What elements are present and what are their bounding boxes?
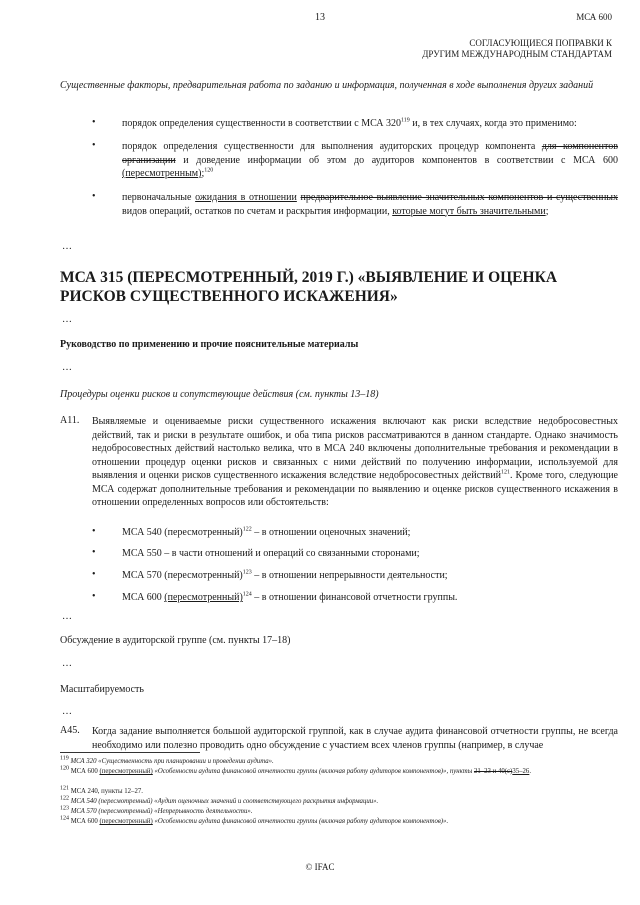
bullet-icon: •: [92, 526, 96, 537]
footnote-121: [60, 787, 620, 797]
procedures-heading: Процедуры оценки рисков и сопутствующие действия (см. пункты 13–18): [60, 389, 379, 400]
list-item-600: [122, 591, 618, 605]
ellipsis: …: [62, 706, 72, 717]
bullet-icon: •: [92, 569, 96, 580]
footnote-124: [60, 817, 620, 827]
ellipsis: …: [62, 314, 72, 325]
intro-text: Существенные факторы, предварительная работа по заданию и информация, полученная в ходе выполнения других заданий: [60, 80, 594, 91]
bullet-3: [122, 191, 618, 218]
scalability-heading: Масштабируемость: [60, 684, 144, 695]
bullet-icon: •: [92, 547, 96, 558]
list-item-540-text: МСА 540 (пересмотренный): [122, 527, 243, 538]
page-number: 13: [315, 12, 325, 23]
footnote-number: 124: [60, 815, 69, 822]
list-item-550: [122, 547, 618, 561]
guidance-heading: Руководство по применению и прочие пояснительные материалы: [60, 339, 359, 350]
section-heading: МСА 315 (ПЕРЕСМОТРЕННЫЙ, 2019 Г.) «ВЫЯВЛЕНИЕ И ОЦЕНКА РИСКОВ СУЩЕСТВЕННОГО ИСКАЖЕНИЯ»: [60, 269, 558, 305]
bullet-2-text-b: и доведение информации об этом до аудиторов компонентов в соответствии с МСА 600: [175, 154, 618, 166]
bullet-icon: •: [92, 191, 96, 202]
footnote-text: МСА 540 (пересмотренный) «Аудит оценочных значений и соответствующего раскрытия информации».: [70, 798, 379, 805]
list-item-600-tail: – в отношении финансовой отчетности группы.: [251, 592, 458, 603]
paragraph-label-a45: A45.: [60, 725, 80, 736]
footnote-number: 123: [60, 805, 69, 812]
footnote-divider: [60, 752, 200, 753]
bullet-3-text-a: первоначальные: [122, 192, 196, 203]
footnote-122: [60, 797, 620, 807]
paragraph-a11: [92, 415, 618, 510]
list-item-600-inserted: (пересмотренный): [164, 592, 243, 603]
footnote-inserted: (пересмотренный): [99, 768, 153, 775]
paragraph-label-a11: A11.: [60, 415, 80, 426]
footnote-inserted: (пересмотренный): [99, 818, 153, 825]
list-item-550-text: МСА 550 – в части отношений и операций со связанными сторонами;: [122, 548, 420, 559]
footnote-text: МСА 600: [70, 818, 100, 825]
ellipsis: …: [62, 611, 72, 622]
bullet-icon: •: [92, 117, 96, 128]
bullet-1-text-b: и, в тех случаях, когда это применимо:: [409, 118, 577, 129]
bullet-1: [122, 117, 618, 131]
list-item-570: [122, 569, 618, 583]
bullet-2-inserted-text: (пересмотренным): [122, 168, 202, 179]
footnote-ref-123: 123: [242, 569, 252, 576]
list-item-540: [122, 526, 618, 540]
footnote-number: 120: [60, 765, 69, 772]
bullet-icon: •: [92, 591, 96, 602]
footnote-text: МСА 320 «Существенность при планировании и проведении аудита».: [70, 758, 274, 765]
bullet-3-deleted-text: предварительное выявление значительных компонентов и существенных: [300, 192, 619, 203]
paragraph-a11-text-1: Выявляемые и оцениваемые риски существенного искажения включают как риски вследствие недобросовестных действий, так и риски в результате ошибок, и оба типа рисков рассматриваются в данном стандарте. Однако значимость недобросовестных действий настолько велика, что в МСА 240 включены дополнительные требования и рекомендации в отношении процедур оценки рисков и связанных с ними действий по получению информации, используемой для выявления и оценки рисков существенного искажения вследствие недобросовестных действий: [92, 416, 618, 481]
footnote-text: МСА 240, пункты 12–27.: [70, 788, 143, 795]
bullet-2-deleted-text: для компонентов организации: [122, 141, 618, 166]
bullet-3-inserted-text: ожидания в отношении: [195, 192, 297, 203]
ellipsis: …: [62, 362, 72, 373]
footnote-ref-122: 122: [242, 526, 252, 533]
bullet-2-text-c: ;: [201, 168, 205, 179]
footnote-119: [60, 757, 620, 767]
footnote-deleted: 21–23 и 40(c): [473, 768, 513, 775]
bullet-3-text-c: видов операций, остатков по счетам и раскрытия информации,: [122, 205, 393, 217]
footnote-text-b: «Особенности аудита финансовой отчетности группы (включая работу аудиторов компонентов)».: [152, 818, 449, 825]
footnote-ref-119: 119: [400, 117, 410, 124]
footnote-text-b: «Особенности аудита финансовой отчетности группы (включая работу аудиторов компонентов)», пункты: [152, 768, 474, 775]
footnote-inserted-2: 35–26: [512, 768, 530, 775]
discussion-heading: Обсуждение в аудиторской группе (см. пункты 17–18): [60, 635, 291, 646]
footnote-ref-120: 120: [204, 167, 214, 174]
ellipsis: …: [62, 658, 72, 669]
ellipsis: …: [62, 241, 72, 252]
bullet-2-text-a: порядок определения существенности для выполнения аудиторских процедур компонента: [122, 141, 542, 152]
list-item-600-text: МСА 600: [122, 592, 165, 603]
paragraph-a11-text-2: . Кроме того, следующие МСА содержат дополнительные требования и рекомендации по выявлению и оценке рисков существенного искажения в отношении определенных вопросов или обстоятельств:: [92, 470, 618, 508]
bullet-2: [122, 140, 618, 181]
list-item-570-text: МСА 570 (пересмотренный): [122, 570, 243, 581]
bullet-1-text-a: порядок определения существенности в соответствии с МСА 320: [122, 118, 401, 129]
footnote-number: 121: [60, 785, 69, 792]
footnote-ref-121: 121: [500, 469, 510, 476]
footnote-ref-124: 124: [242, 591, 252, 598]
footnote-number: 122: [60, 795, 69, 802]
footnote-number: 119: [60, 755, 69, 762]
list-item-540-tail: – в отношении оценочных значений;: [251, 527, 411, 538]
footnote-text-c: .: [529, 768, 532, 775]
paragraph-a45: Когда задание выполняется большой аудиторской группой, как в случае аудита финансовой отчетности группы, не всегда необходимо или полезно проводить одно обсуждение с участием всех членов группы (например, в случае: [92, 726, 618, 751]
footnote-120: [60, 767, 620, 777]
footer-copyright: © IFAC: [305, 862, 335, 872]
footnote-text: МСА 570 (пересмотренный) «Непрерывность деятельности».: [70, 808, 253, 815]
bullet-icon: •: [92, 140, 96, 151]
bullet-3-inserted-text-2: которые могут быть значительными: [392, 205, 546, 217]
header-line2: ДРУГИМ МЕЖДУНАРОДНЫМ СТАНДАРТАМ: [422, 49, 612, 59]
list-item-570-tail: – в отношении непрерывности деятельности;: [251, 570, 448, 581]
footnote-text: МСА 600: [70, 768, 100, 775]
footnote-123: [60, 807, 620, 817]
header-line1: СОГЛАСУЮЩИЕСЯ ПОПРАВКИ К: [469, 38, 612, 48]
bullet-3-text-d: ;: [545, 205, 549, 217]
header-code: МСА 600: [576, 12, 612, 22]
